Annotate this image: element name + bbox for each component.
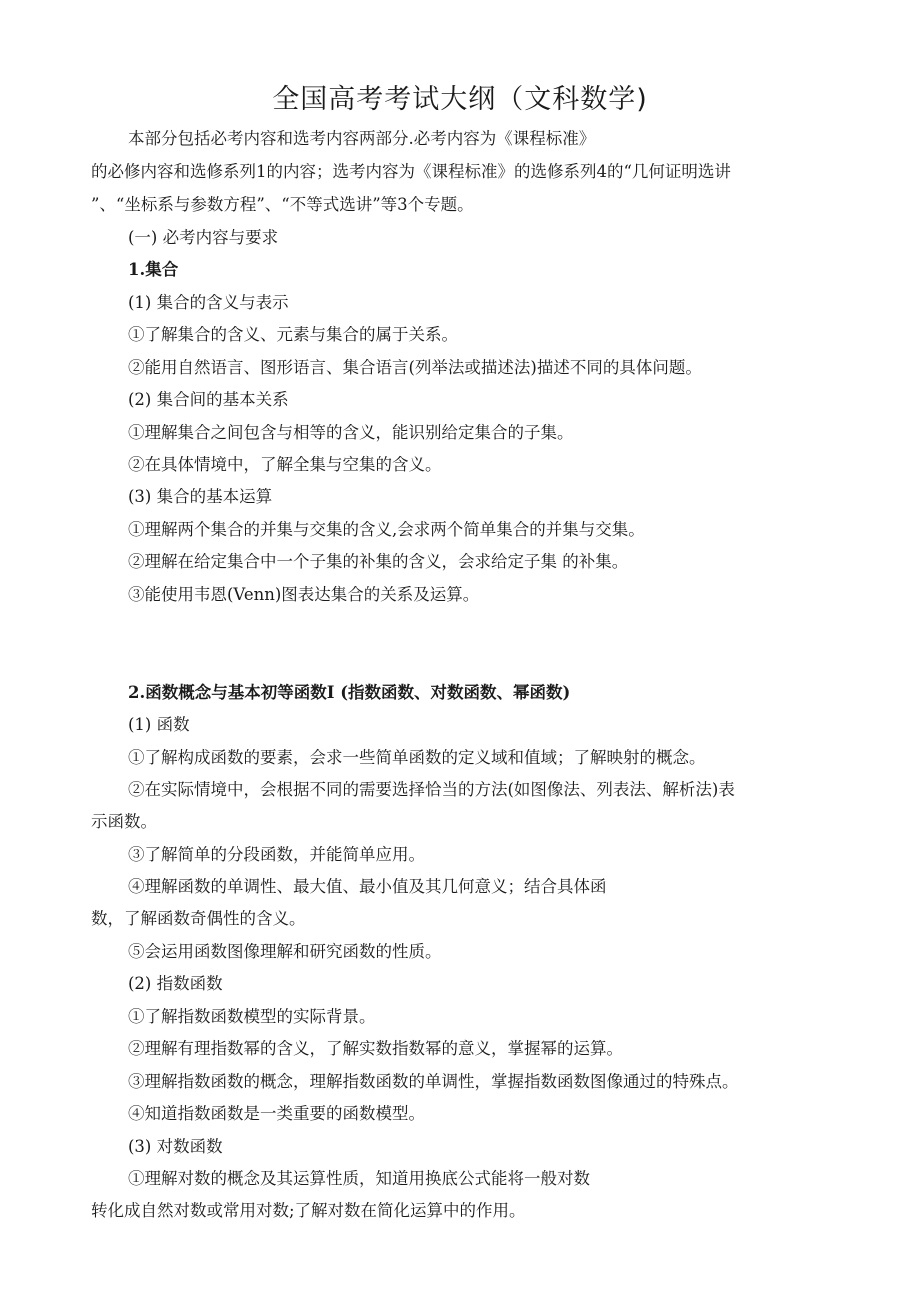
intro-line-3: ”、“坐标系与参数方程”、“不等式选讲”等3个专题。 (91, 195, 474, 214)
part1-line: (1) 集合的含义与表示 (128, 293, 289, 312)
part1-line: ①了解集合的含义、元素与集合的属于关系。 (128, 325, 458, 344)
part2-line: ⑤会运用函数图像理解和研究函数的性质。 (128, 942, 442, 961)
part1-line: (3) 集合的基本运算 (128, 487, 273, 506)
part2-line: ①了解构成函数的要素，会求一些简单函数的定义域和值域；了解映射的概念。 (128, 748, 706, 767)
part2-line: ③理解指数函数的概念，理解指数函数的单调性，掌握指数函数图像通过的特殊点。 (128, 1072, 739, 1091)
part1-line: (2) 集合间的基本关系 (128, 390, 289, 409)
part1-line: ③能使用韦恩(Venn)图表达集合的关系及运算。 (128, 585, 480, 604)
intro-line-2: 的必修内容和选修系列1的内容；选考内容为《课程标准》的选修系列4的“几何证明选讲 (91, 162, 731, 181)
part1-line: ②在具体情境中，了解全集与空集的含义。 (128, 455, 442, 474)
part2-line: ④理解函数的单调性、最大值、最小值及其几何意义；结合具体函 (128, 877, 607, 896)
part2-heading: 2.函数概念与基本初等函数I (指数函数、对数函数、幂函数) (128, 683, 571, 702)
part2-line: (1) 函数 (128, 715, 190, 734)
part1-heading: 1.集合 (128, 260, 179, 279)
part2-line: ②理解有理指数幂的含义，了解实数指数幂的意义，掌握幂的运算。 (128, 1039, 623, 1058)
part2-line: 数，了解函数奇偶性的含义。 (91, 909, 306, 928)
intro-line-1: 本部分包括必考内容和选考内容两部分.必考内容为《课程标准》 (128, 129, 596, 148)
part2-line: (2) 指数函数 (128, 974, 223, 993)
part2-line: ①了解指数函数模型的实际背景。 (128, 1007, 376, 1026)
part2-line: 转化成自然对数或常用对数;了解对数在简化运算中的作用。 (91, 1201, 526, 1220)
part2-line: ①理解对数的概念及其运算性质，知道用换底公式能将一般对数 (128, 1169, 590, 1188)
part1-line: ②能用自然语言、图形语言、集合语言(列举法或描述法)描述不同的具体问题。 (128, 358, 702, 377)
part1-line: ②理解在给定集合中一个子集的补集的含义，会求给定子集 的补集。 (128, 552, 629, 571)
part2-line: (3) 对数函数 (128, 1137, 223, 1156)
section-heading: (一) 必考内容与要求 (128, 228, 279, 247)
part2-line: ②在实际情境中，会根据不同的需要选择恰当的方法(如图像法、列表法、解析法)表 (128, 780, 735, 799)
part2-line: ④知道指数函数是一类重要的函数模型。 (128, 1104, 425, 1123)
part1-line: ①理解集合之间包含与相等的含义，能识别给定集合的子集。 (128, 423, 574, 442)
document-title: 全国高考考试大纲（文科数学) (272, 84, 648, 115)
part1-line: ①理解两个集合的并集与交集的含义,会求两个简单集合的并集与交集。 (128, 520, 645, 539)
part2-line: ③了解简单的分段函数，并能简单应用。 (128, 845, 425, 864)
part2-line: 示函数。 (91, 812, 157, 831)
